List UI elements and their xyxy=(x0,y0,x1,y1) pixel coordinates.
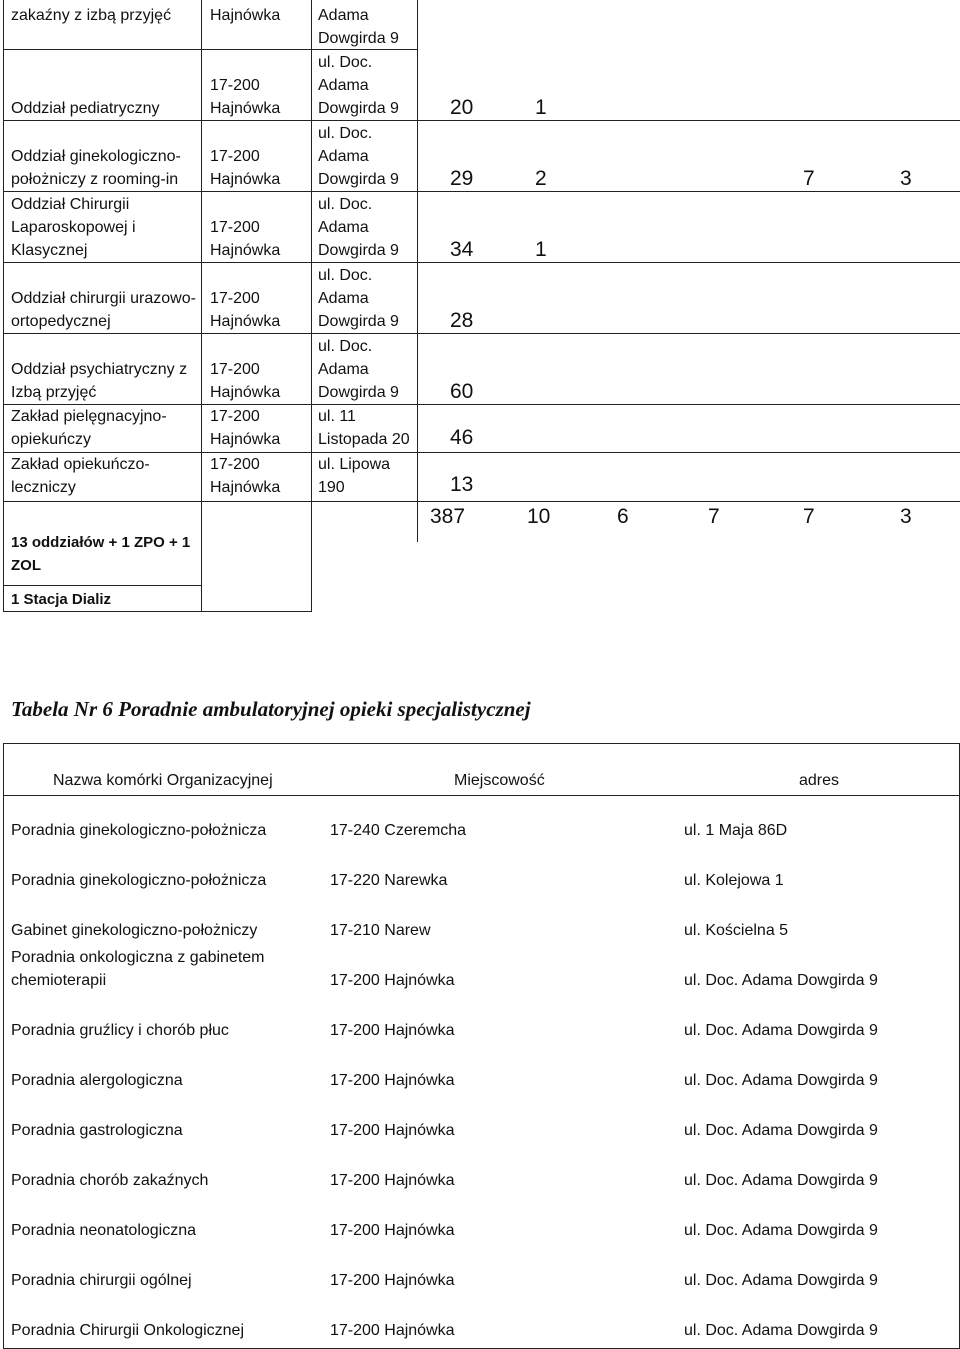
department-name: Oddział pediatryczny xyxy=(11,100,160,117)
bed-count: 1 xyxy=(535,96,547,119)
clinic-name: Poradnia Chirurgii Onkologicznej xyxy=(11,1322,245,1339)
clinic-name: Poradnia onkologiczna z gabinetem chemioterapii xyxy=(11,949,265,989)
department-city: 17-200 Hajnówka xyxy=(210,408,281,448)
clinic-name: Poradnia neonatologiczna xyxy=(11,1222,197,1239)
bed-count: 1 xyxy=(535,238,547,261)
department-city: 17-200 Hajnówka xyxy=(210,148,281,188)
clinic-name: Poradnia chirurgii ogólnej xyxy=(11,1272,192,1289)
total-value: 7 xyxy=(708,505,720,528)
department-name: Oddział Chirurgii Laparoskopowej i Klasycznej xyxy=(11,196,136,259)
grid-line xyxy=(3,0,4,612)
clinic-name: Poradnia gruźlicy i chorób płuc xyxy=(11,1022,229,1039)
bed-count: 2 xyxy=(535,167,547,190)
bed-count: 20 xyxy=(450,96,474,119)
clinic-city: 17-210 Narew xyxy=(330,922,431,939)
grid-line xyxy=(3,262,960,263)
clinic-name: Poradnia ginekologiczno-położnicza xyxy=(11,872,267,889)
department-street: ul. Doc. Adama Dowgirda 9 xyxy=(318,338,399,401)
bed-count: 29 xyxy=(450,167,474,190)
clinic-city: 17-200 Hajnówka xyxy=(330,1172,455,1189)
clinic-name: Poradnia alergologiczna xyxy=(11,1072,183,1089)
department-street: ul. Doc. Adama Dowgirda 9 xyxy=(318,196,399,259)
table-title: Tabela Nr 6 Poradnie ambulatoryjnej opieki specjalistycznej xyxy=(11,697,531,721)
department-street: ul. Doc. Adama Dowgirda 9 xyxy=(318,54,399,117)
clinic-city: 17-200 Hajnówka xyxy=(330,1072,455,1089)
summary-text: 13 oddziałów + 1 ZPO + 1 ZOL xyxy=(11,534,191,574)
bed-count: 13 xyxy=(450,473,474,496)
column-header: Miejscowość xyxy=(454,772,545,789)
department-name: Zakład opiekuńczo-leczniczy xyxy=(11,456,150,496)
department-street: ul. Doc. Adama Dowgirda 9 xyxy=(318,125,399,188)
grid-line xyxy=(417,0,418,542)
clinic-name: Gabinet ginekologiczno-położniczy xyxy=(11,922,258,939)
clinic-address: ul. Doc. Adama Dowgirda 9 xyxy=(684,1072,878,1089)
clinic-city: 17-200 Hajnówka xyxy=(330,1322,455,1339)
column-header: Nazwa komórki Organizacyjnej xyxy=(53,772,273,789)
total-value: 6 xyxy=(617,505,629,528)
bed-count: 34 xyxy=(450,238,474,261)
clinic-address: ul. Doc. Adama Dowgirda 9 xyxy=(684,1222,878,1239)
total-value: 7 xyxy=(803,505,815,528)
bed-count: 28 xyxy=(450,309,474,332)
clinic-address: ul. 1 Maja 86D xyxy=(684,822,788,839)
bed-count: 3 xyxy=(900,167,912,190)
grid-line xyxy=(3,611,311,612)
grid-line xyxy=(3,743,960,744)
department-city: 17-200 Hajnówka xyxy=(210,77,281,117)
clinic-city: 17-200 Hajnówka xyxy=(330,972,455,989)
department-name: Oddział psychiatryczny z Izbą przyjęć xyxy=(11,361,188,401)
clinic-name: Poradnia gastrologiczna xyxy=(11,1122,183,1139)
grid-line xyxy=(3,501,960,502)
clinic-address: ul. Kościelna 5 xyxy=(684,922,789,939)
department-name: Zakład pielęgnacyjno-opiekuńczy xyxy=(11,408,167,448)
grid-line xyxy=(3,191,960,192)
department-street: ul. Doc. Adama Dowgirda 9 xyxy=(318,267,399,330)
grid-line xyxy=(3,333,960,334)
clinic-address: ul. Doc. Adama Dowgirda 9 xyxy=(684,972,878,989)
clinic-city: 17-200 Hajnówka xyxy=(330,1222,455,1239)
bed-count: 7 xyxy=(803,167,815,190)
department-name: Oddział chirurgii urazowo-ortopedycznej xyxy=(11,290,196,330)
clinic-address: ul. Kolejowa 1 xyxy=(684,872,784,889)
department-city: 17-200 Hajnówka xyxy=(210,361,281,401)
grid-line xyxy=(3,795,960,796)
total-value: 3 xyxy=(900,505,912,528)
clinic-city: 17-200 Hajnówka xyxy=(330,1122,455,1139)
grid-line xyxy=(3,743,4,1349)
clinic-name: Poradnia ginekologiczno-położnicza xyxy=(11,822,267,839)
grid-line xyxy=(201,0,202,612)
clinic-address: ul. Doc. Adama Dowgirda 9 xyxy=(684,1022,878,1039)
department-city: 17-200 Hajnówka xyxy=(210,290,281,330)
department-name: zakaźny z izbą przyjęć xyxy=(11,7,172,24)
department-street: ul. Lipowa 190 xyxy=(318,456,391,496)
grid-line xyxy=(311,0,312,612)
bed-count: 60 xyxy=(450,380,474,403)
clinic-address: ul. Doc. Adama Dowgirda 9 xyxy=(684,1172,878,1189)
clinic-name: Poradnia chorób zakaźnych xyxy=(11,1172,209,1189)
clinic-city: 17-240 Czeremcha xyxy=(330,822,467,839)
department-city: 17-200 Hajnówka xyxy=(210,456,281,496)
clinic-city: 17-220 Narewka xyxy=(330,872,448,889)
bed-count: 46 xyxy=(450,426,474,449)
clinic-address: ul. Doc. Adama Dowgirda 9 xyxy=(684,1322,878,1339)
department-city: Hajnówka xyxy=(210,7,281,24)
grid-line xyxy=(3,120,960,121)
clinic-city: 17-200 Hajnówka xyxy=(330,1272,455,1289)
column-header: adres xyxy=(799,772,840,789)
clinic-city: 17-200 Hajnówka xyxy=(330,1022,455,1039)
department-street: ul. 11 Listopada 20 xyxy=(318,408,410,448)
department-street: Adama Dowgirda 9 xyxy=(318,7,399,47)
total-value: 387 xyxy=(430,505,466,528)
clinic-address: ul. Doc. Adama Dowgirda 9 xyxy=(684,1122,878,1139)
total-value: 10 xyxy=(527,505,551,528)
grid-line xyxy=(3,585,201,586)
dialysis-text: 1 Stacja Dializ xyxy=(11,591,112,608)
department-city: 17-200 Hajnówka xyxy=(210,219,281,259)
department-name: Oddział ginekologiczno-położniczy z rooming-in xyxy=(11,148,181,188)
clinic-address: ul. Doc. Adama Dowgirda 9 xyxy=(684,1272,878,1289)
